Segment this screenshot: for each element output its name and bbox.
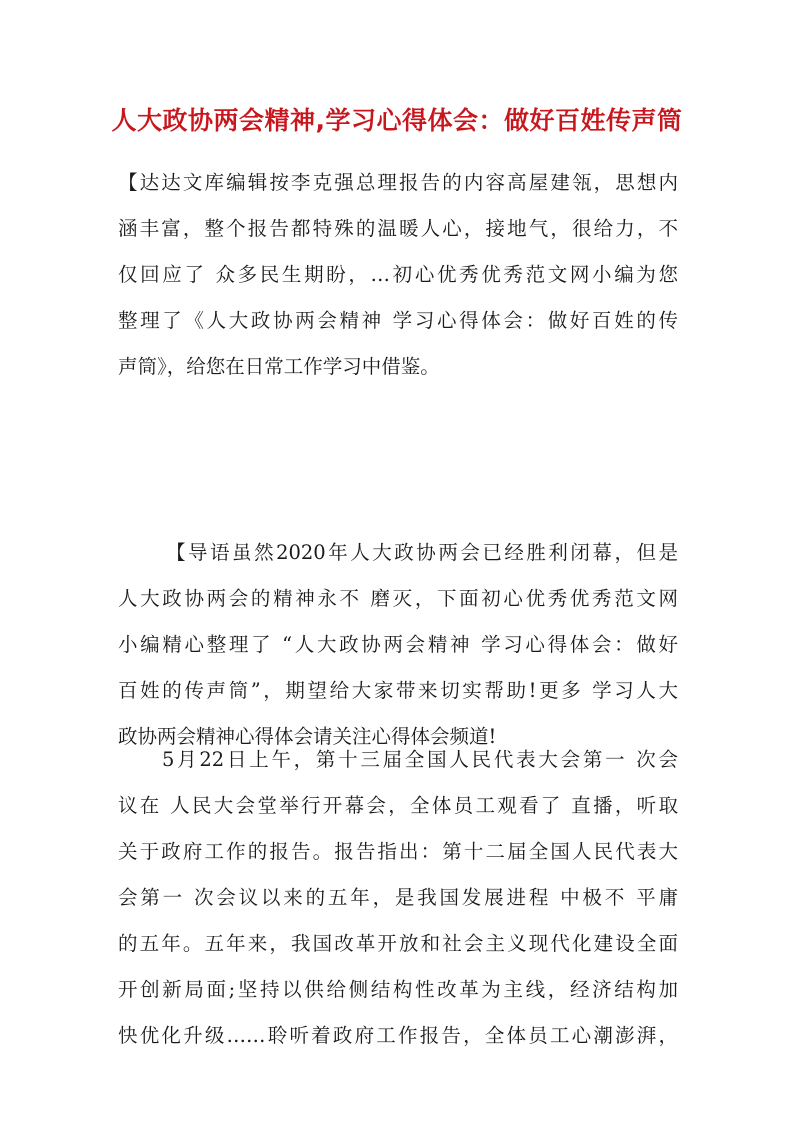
paragraph-line: 小编精心整理了 “人大政协两会精神 学习心得体会：做好 [118, 633, 678, 656]
paragraph-line: 整理了《人大政协两会精神 学习心得体会：做好百姓的传 [118, 309, 678, 332]
paragraph-line: 百姓的传声筒”，期望给大家带来切实帮助!更多 学习人大 [118, 679, 678, 702]
intro-paragraph [118, 530, 678, 760]
paragraph-line: 会第一 次会议以来的五年，是我国发展进程 中极不 平庸 [118, 886, 678, 909]
paragraph-line: 声筒》，给您在日常工作学习中借鉴。 [118, 355, 440, 378]
paragraph-line: 快优化升级……聆听着政府工作报告，全体员工心潮澎湃， [118, 1024, 678, 1047]
paragraph-line: 涵丰富，整个报告都特殊的温暖人心，接地气，很给力，不 [118, 217, 678, 240]
paragraph-line: 关于政府工作的报告。报告指出：第十二届全国人民代表大 [118, 840, 678, 863]
paragraph-line: 开创新局面;坚持以供给侧结构性改革为主线，经济结构加 [118, 978, 678, 1001]
document-title: 人大政协两会精神,学习心得体会：做好百姓传声筒 [111, 106, 683, 135]
paragraph-line: 5月22日上午，第十三届全国人民代表大会第一 次会 [162, 748, 678, 771]
paragraph-line: 仅回应了 众多民生期盼，…初心优秀优秀范文网小编为您 [118, 263, 678, 286]
paragraph-line: 政协两会精神心得体会请关注心得体会频道! [118, 725, 497, 748]
editor-note-paragraph [118, 160, 678, 390]
body-paragraph [118, 737, 678, 1059]
paragraph-line: 议在 人民大会堂举行开幕会，全体员工观看了 直播，听取 [118, 794, 678, 817]
paragraph-line: 人大政协两会的精神永不 磨灭，下面初心优秀优秀范文网 [118, 587, 678, 610]
paragraph-line: 【达达文库编辑按李克强总理报告的内容高屋建瓴，思想内 [118, 171, 678, 194]
paragraph-line: 【导语虽然2020年人大政协两会已经胜利闭幕，但是 [166, 541, 678, 564]
paragraph-line: 的五年。五年来，我国改革开放和社会主义现代化建设全面 [118, 932, 678, 955]
